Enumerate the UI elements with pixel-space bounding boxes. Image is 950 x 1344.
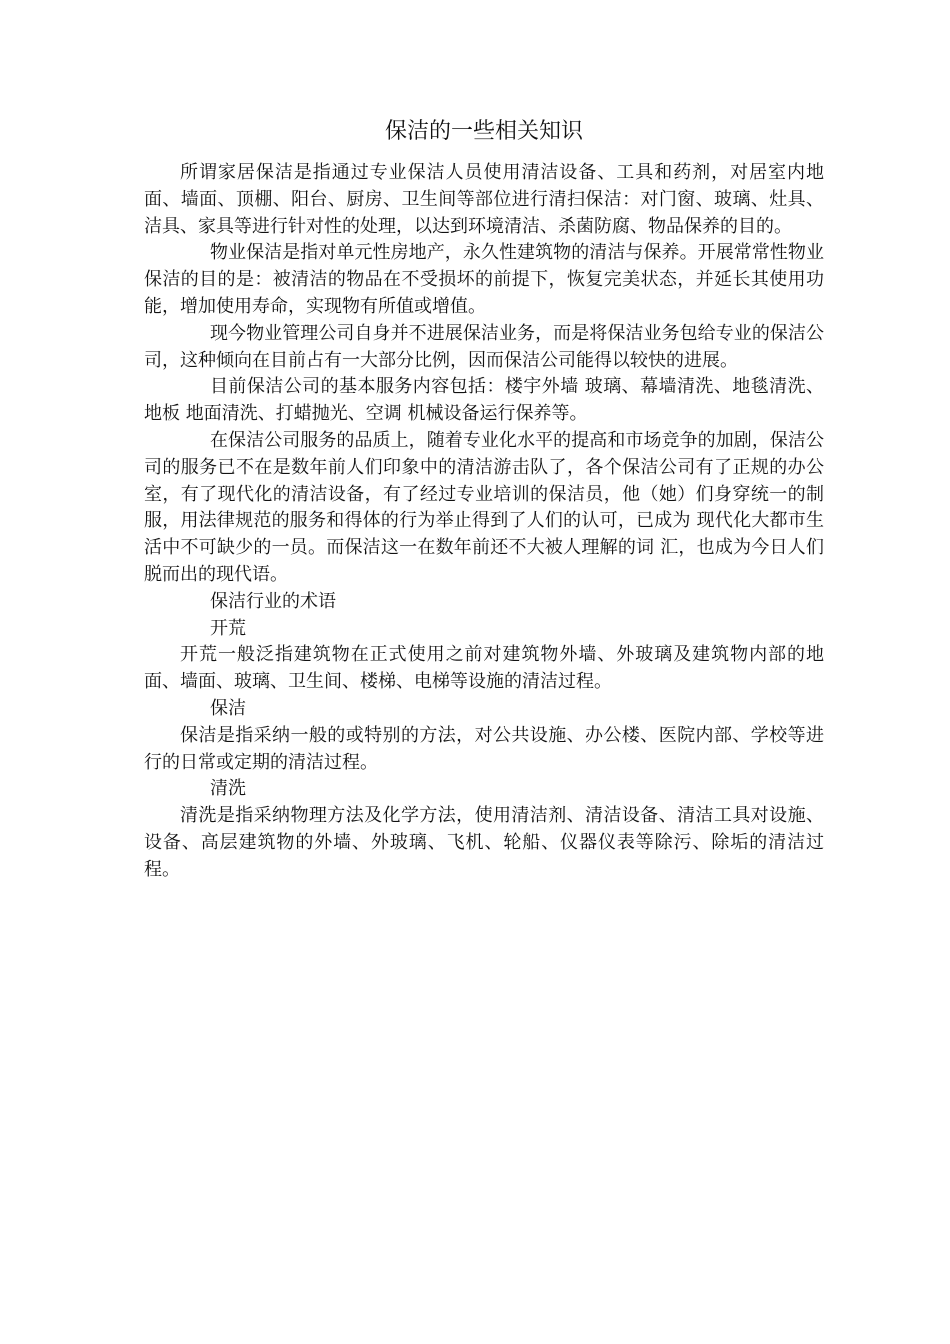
- paragraph-property-cleaning: 物业保洁是指对单元性房地产，永久性建筑物的清洁与保养。开展常常性物业保洁的目的是：被清洁的物品在不受损坏的前提下，恢复完美状态，并延长其使用功能，增加使用寿命，实现物有所值或增值。: [144, 242, 824, 317]
- term-name: 保洁: [210, 697, 246, 719]
- term-definition: 开荒一般泛指建筑物在正式使用之前对建筑物外墙、外玻璃及建筑物内部的地面、墙面、玻璃、卫生间、楼梯、电梯等设施的清洁过程。: [144, 644, 824, 693]
- terms-heading: 保洁行业的术语: [210, 590, 336, 612]
- document-page: [144, 116, 824, 884]
- term-definition: 保洁是指采纳一般的或特别的方法，对公共设施、办公楼、医院内部、学校等进行的日常或定期的清洁过程。: [144, 724, 824, 773]
- document-title: 保洁的一些相关知识: [384, 119, 583, 144]
- paragraph-service-content: 目前保洁公司的基本服务内容包括：楼宇外墙 玻璃、幕墙清洗、地毯清洗、地板 地面清洗、打蜡抛光、空调 机械设备运行保养等。: [144, 376, 824, 425]
- term-name: 清洗: [210, 778, 246, 800]
- paragraph-service-quality: 在保洁公司服务的品质上，随着专业化水平的提高和市场竞争的加剧，保洁公司的服务已不在是数年前人们印象中的清洁游击队了，各个保洁公司有了正规的办公室，有了现代化的清洁设备，有了经过专业培训的保洁员，他（她）们身穿统一的制服，用法律规范的服务和得体的行为举止得到了人们的认可，已成为 现代化大都市生活中不可缺少的一员。而保洁这一在数年前还不大被人理解的词 汇，也成为今日人们脱而出的现代语。: [144, 429, 824, 585]
- term-name: 开荒: [210, 617, 246, 639]
- paragraph-outsourcing: 现今物业管理公司自身并不进展保洁业务，而是将保洁业务包给专业的保洁公司，这种倾向在目前占有一大部分比例，因而保洁公司能得以较快的进展。: [144, 322, 824, 371]
- term-definition: 清洗是指采纳物理方法及化学方法，使用清洁剂、清洁设备、清洁工具对设施、设备、高层建筑物的外墙、外玻璃、飞机、轮船、仪器仪表等除污、除垢的清洁过程。: [144, 805, 824, 880]
- paragraph-household-cleaning: 所谓家居保洁是指通过专业保洁人员使用清洁设备、工具和药剂，对居室内地面、墙面、顶棚、阳台、厨房、卫生间等部位进行清扫保洁：对门窗、玻璃、灶具、洁具、家具等进行针对性的处理，以达到环境清洁、杀菌防腐、物品保养的目的。: [144, 162, 824, 237]
